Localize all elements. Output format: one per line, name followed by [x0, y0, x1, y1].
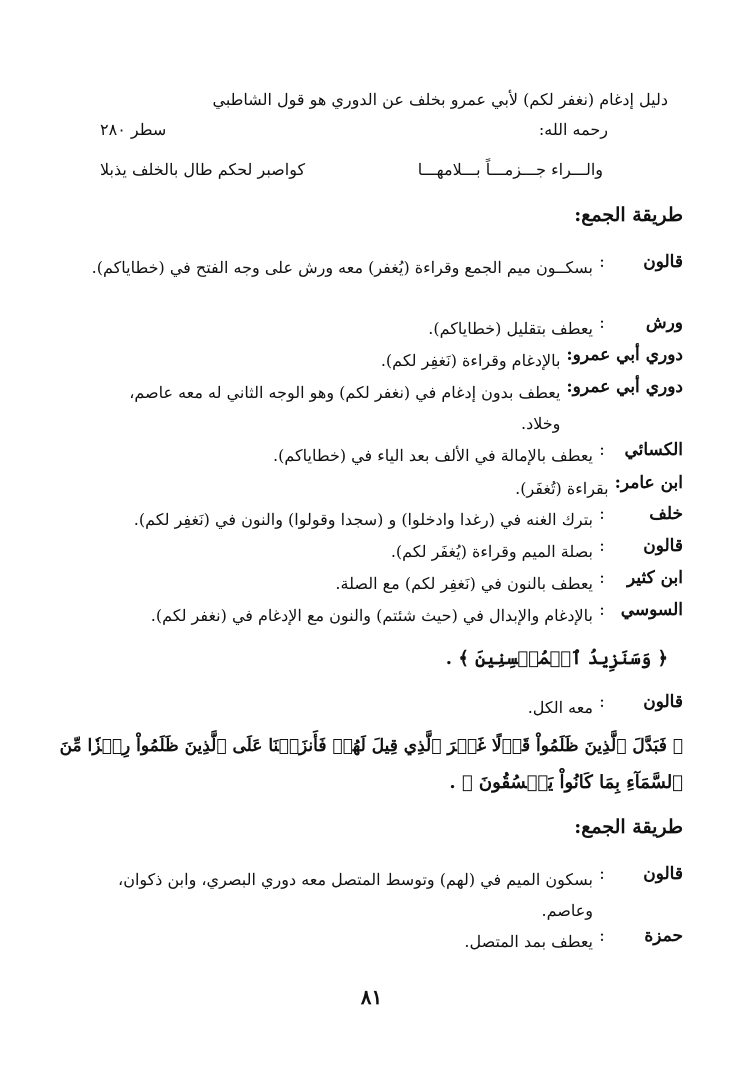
reading-entry	[90, 440, 683, 471]
entry-colon: :	[599, 252, 605, 272]
section-heading: طريقة الجمع:	[574, 204, 683, 226]
reading-entry	[90, 313, 683, 344]
intro-line-2-left: سطر ٢٨٠	[100, 120, 167, 139]
entry-colon: :	[599, 440, 605, 460]
quran-verse-line-1: ﴿ فَبَدَّلَ ٱلَّذِينَ ظَلَمُواْ قَوۡلًا غَيۡرَ ٱلَّذِي قِيلَ لَهُمۡ فَأَنزَلۡنَا عَلَى ٱلَّذِينَ ظَلَمُواْ رِجۡزٗا مِّنَ	[59, 736, 683, 756]
reading-entry	[90, 473, 683, 504]
reading-entry	[90, 926, 683, 957]
entry-colon: :	[599, 536, 605, 556]
reading-entry	[90, 864, 683, 926]
entry-text: بصلة الميم وقراءة (يُغفَر لكم).	[390, 542, 593, 561]
reading-entry	[90, 692, 683, 723]
entry-colon: :	[599, 504, 605, 524]
entry-text: بسكــون ميم الجمع وقراءة (يُغفر) معه ورش على وجه الفتح في (خطاياكم).	[91, 258, 593, 277]
reader-name: قالون	[643, 692, 683, 712]
entry-text: يعطف بالإمالة في الألف بعد الياء في (خطاياكم).	[273, 446, 593, 465]
entry-text: بترك الغنه في (رغدا وادخلوا) و (سجدا وقولوا) والنون في (نَغفِر لكم).	[133, 510, 593, 529]
quran-verse: ﴿ وَسَنَزِيدُ ٱلۡمُحۡسِنِينَ ﴾ .	[445, 648, 668, 669]
reader-name: السوسي	[620, 600, 683, 620]
entry-colon: :	[599, 926, 605, 946]
entry-text: يعطف بالنون في (نَغفِر لكم) مع الصلة.	[335, 574, 593, 593]
intro-line-1: دليل إدغام (نغفر لكم) لأبي عمرو بخلف عن الدوري هو قول الشاطبي	[212, 90, 668, 109]
poem-hemistich-left: كواصبر لحكم طال بالخلف يذبلا	[100, 160, 306, 179]
entry-colon: :	[599, 864, 605, 884]
entry-colon: :	[599, 313, 605, 333]
reader-name: قالون	[643, 864, 683, 884]
reading-entry	[90, 568, 683, 599]
reading-entry	[90, 345, 683, 376]
page-number: ٨١	[360, 985, 383, 1009]
reader-name: الكسائي	[624, 440, 683, 460]
reader-name: قالون	[643, 252, 683, 272]
reading-entry	[90, 252, 683, 283]
reader-name: ابن كثير	[626, 568, 683, 588]
reading-entry	[90, 377, 683, 439]
entry-text: يعطف بمد المتصل.	[464, 932, 593, 951]
entry-text: يعطف بتقليل (خطاياكم).	[428, 319, 593, 338]
section-heading: طريقة الجمع:	[574, 816, 683, 838]
entry-text: بالإدغام وقراءة (نَغفِر لكم).	[380, 351, 561, 370]
reader-name: خلف	[649, 504, 683, 524]
poem-hemistich-right: والـــراء جـــزمـــاً بـــلامهـــا	[417, 160, 603, 179]
reading-entry	[90, 536, 683, 567]
entry-colon: :	[599, 600, 605, 620]
reader-name: حمزة	[644, 926, 683, 946]
quran-verse-line-2: ٱلسَّمَآءِ بِمَا كَانُواْ يَفۡسُقُونَ ﴾ .	[449, 772, 683, 793]
entry-colon: :	[599, 692, 605, 712]
reader-name: قالون	[643, 536, 683, 556]
entry-text: بقراءة (تُغفَر).	[515, 479, 609, 498]
entry-text: بسكون الميم في (لهم) وتوسط المتصل معه دوري البصري، وابن ذكوان، وعاصم.	[118, 870, 593, 920]
reader-name: دوري أبي عمرو:	[566, 345, 683, 365]
intro-line-2-right: رحمه الله:	[538, 120, 608, 139]
reader-name: ابن عامر:	[614, 473, 683, 493]
reader-name: دوري أبي عمرو:	[566, 377, 683, 397]
entry-text: يعطف بدون إدغام في (نغفر لكم) وهو الوجه الثاني له معه عاصم، وخلاد.	[129, 383, 561, 433]
reading-entry	[90, 600, 683, 631]
entry-colon: :	[599, 568, 605, 588]
reader-name: ورش	[645, 313, 683, 333]
entry-text: بالإدغام والإبدال في (حيث شئتم) والنون مع الإدغام في (نغفر لكم).	[150, 606, 593, 625]
entry-text: معه الكل.	[527, 698, 593, 717]
reading-entry	[90, 504, 683, 535]
